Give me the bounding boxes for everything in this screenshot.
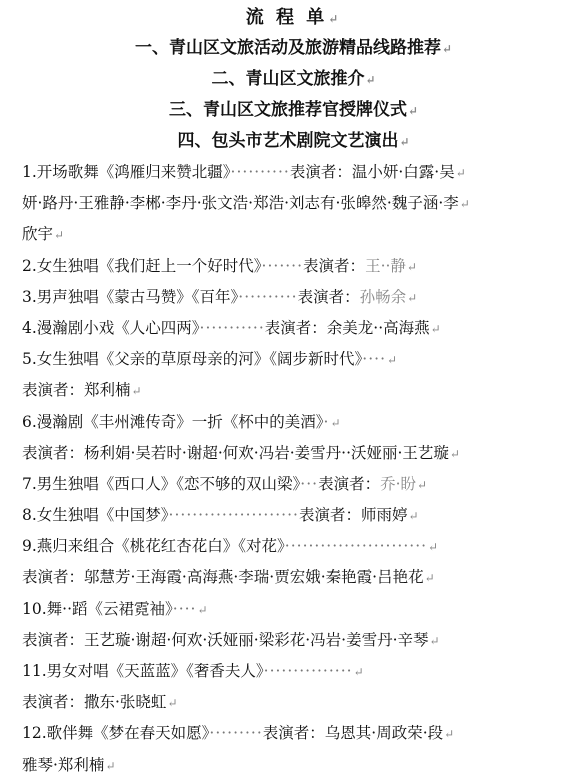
paragraph-mark: ↵ (54, 228, 65, 243)
paragraph-mark: ↵ (197, 602, 208, 617)
program-text: 3.男声独唱《蒙古马赞》《百年》 (22, 287, 239, 306)
leader-dots: ······················ (168, 506, 299, 525)
performer-names: 王··静 (365, 256, 406, 275)
program-line (0, 531, 587, 562)
program-line (0, 251, 587, 282)
program-line (0, 562, 587, 593)
leader-dots: ··············· (263, 662, 353, 680)
program-line (0, 375, 587, 406)
program-text: 4.漫瀚剧小戏《人心四两》 (22, 318, 200, 337)
paragraph-mark: ↵ (417, 477, 428, 492)
program-line (0, 500, 587, 531)
leader-dots: ········· (209, 724, 263, 743)
program-text: 表演者：撒东·张晓虹 (22, 693, 167, 712)
program-text: 1.开场歌舞《鸿雁归来赞北疆》 (22, 163, 231, 181)
program-line (0, 687, 587, 718)
performer-names: 余美龙··高海燕 (326, 318, 430, 337)
section-heading-3: 三、青山区文旅推荐官授牌仪式↵ (168, 100, 419, 120)
program-text: 10.舞··蹈《云裙霓袖》 (22, 599, 173, 618)
program-text: 11.男女对唱《天蓝蓝》《奢香夫人》 (22, 662, 264, 680)
paragraph-mark: ↵ (407, 290, 418, 305)
paragraph-mark: ↵ (353, 665, 364, 679)
program-line (0, 438, 587, 469)
program-text: 表演者：郑利楠 (22, 381, 131, 400)
leader-dots: ···· (172, 599, 197, 618)
leader-dots: ·········· (238, 287, 298, 306)
leader-dots: ·········· (230, 163, 290, 181)
program-text: 表演者：邬慧芳·王海霞·高海燕·李瑞·贾宏娥·秦艳霞·吕艳花 (22, 568, 424, 587)
section-heading-1: 一、青山区文旅活动及旅游精品线路推荐↵ (134, 38, 453, 58)
program-line (0, 407, 587, 438)
paragraph-mark: ↵ (167, 696, 178, 711)
paragraph-mark: ↵ (328, 12, 342, 26)
performer-label: 表演者： (297, 287, 360, 306)
leader-dots: ··· (300, 474, 319, 493)
leader-dots: ···· (362, 350, 387, 369)
document-title: 流 程 单↵ (245, 7, 342, 28)
program-text: 8.女生独唱《中国梦》 (22, 506, 169, 525)
performer-names: 温小妍·白露·吴 (351, 163, 455, 181)
program-text: 5.女生独唱《父亲的草原母亲的河》《阔步新时代》 (22, 350, 363, 369)
performer-label: 表演者： (298, 506, 361, 525)
paragraph-mark: ↵ (408, 509, 419, 524)
leader-dots: · (323, 412, 330, 431)
performer-names: 乌恩其·周政荣·段 (324, 724, 444, 743)
paragraph-mark: ↵ (105, 758, 116, 773)
section-heading-4: 四、包头市艺术剧院文艺演出↵ (177, 131, 410, 151)
program-text: 表演者：杨利娟·吴若时·谢超·何欢·冯岩·姜雪丹··沃娅丽·王艺璇 (22, 443, 449, 462)
paragraph-mark: ↵ (449, 446, 460, 461)
paragraph-mark: ↵ (330, 415, 341, 430)
program-line (0, 594, 587, 625)
performer-label: 表演者： (289, 163, 352, 181)
paragraph-mark: ↵ (441, 42, 453, 56)
leader-dots: ························ (284, 537, 428, 556)
paragraph-mark: ↵ (131, 384, 142, 399)
program-text: 2.女生独唱《我们赶上一个好时代》 (22, 256, 262, 275)
program-line (0, 656, 587, 687)
program-line (0, 282, 587, 313)
performer-names: 师雨婷 (360, 506, 408, 525)
leader-dots: ······· (261, 256, 304, 275)
paragraph-mark: ↵ (459, 197, 470, 212)
paragraph-mark: ↵ (430, 321, 441, 336)
paragraph-mark: ↵ (407, 104, 419, 118)
performer-label: 表演者： (262, 724, 325, 743)
performer-names: 孙畅余 (359, 287, 407, 306)
paragraph-mark: ↵ (406, 259, 417, 274)
program-line (0, 157, 587, 188)
program-line (0, 469, 587, 500)
program-line (0, 188, 587, 219)
program-text: 妍·路丹·王雅静·李郴·李丹·张文浩·郑浩·刘志有·张皞然·魏子涵·李 (22, 194, 459, 213)
performer-label: 表演者： (318, 474, 381, 493)
program-line (0, 718, 587, 749)
program-text: 欣宇 (22, 225, 54, 244)
program-line (0, 219, 587, 250)
paragraph-mark: ↵ (399, 135, 410, 149)
program-list (0, 157, 587, 781)
program-line (0, 344, 587, 375)
performer-names: 乔·盼 (380, 474, 417, 493)
program-text: 雅琴·郑利楠 (22, 755, 105, 774)
paragraph-mark: ↵ (424, 571, 435, 586)
program-text: 12.歌伴舞《梦在春天如愿》 (22, 724, 210, 743)
paragraph-mark: ↵ (428, 540, 439, 555)
paragraph-mark: ↵ (455, 166, 466, 180)
program-text: 6.漫瀚剧《丰州滩传奇》一折《杯中的美酒》 (22, 412, 324, 431)
performer-label: 表演者： (264, 318, 327, 337)
leader-dots: ··········· (199, 318, 265, 337)
paragraph-mark: ↵ (365, 73, 376, 87)
section-heading-2: 二、青山区文旅推介↵ (211, 69, 376, 89)
program-text: 7.男生独唱《西口人》《恋不够的双山梁》 (22, 474, 301, 493)
performer-label: 表演者： (303, 256, 366, 275)
program-line (0, 625, 587, 656)
paragraph-mark: ↵ (387, 353, 398, 368)
program-line (0, 313, 587, 344)
paragraph-mark: ↵ (429, 633, 440, 648)
program-text: 9.燕归来组合《桃花红杏花白》《对花》 (22, 537, 285, 556)
program-text: 表演者：王艺璇·谢超·何欢·沃娅丽·梁彩花·冯岩·姜雪丹·辛琴 (22, 630, 429, 649)
program-line (0, 750, 587, 781)
paragraph-mark: ↵ (444, 727, 455, 742)
